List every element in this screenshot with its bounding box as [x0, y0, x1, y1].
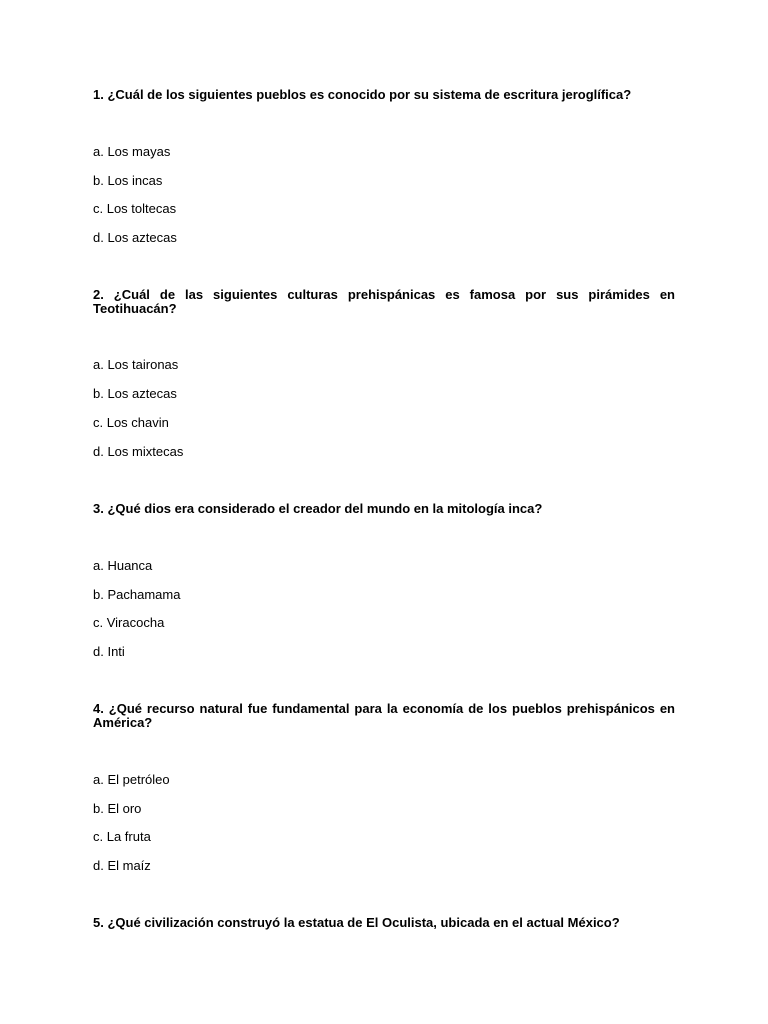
question-3: 3. ¿Qué dios era considerado el creador del mundo en la mitología inca? — [93, 501, 543, 516]
question-4-option-b: b. El oro — [93, 801, 142, 816]
question-1-option-b: b. Los incas — [93, 173, 163, 188]
question-2-option-c: c. Los chavin — [93, 415, 169, 430]
question-4: 4. ¿Qué recurso natural fue fundamental para la economía de los pueblos prehispánicos en América? — [93, 701, 675, 730]
question-5: 5. ¿Qué civilización construyó la estatua de El Oculista, ubicada en el actual México? — [93, 915, 620, 930]
question-1-option-d: d. Los aztecas — [93, 230, 177, 245]
question-1-option-a: a. Los mayas — [93, 144, 171, 159]
question-3-option-b: b. Pachamama — [93, 587, 181, 602]
question-1-option-c: c. Los toltecas — [93, 201, 177, 216]
question-4-option-c: c. La fruta — [93, 829, 151, 844]
question-3-option-d: d. Inti — [93, 644, 125, 659]
question-2-option-d: d. Los mixtecas — [93, 444, 184, 459]
question-4-option-d: d. El maíz — [93, 858, 151, 873]
question-2: 2. ¿Cuál de las siguientes culturas prehispánicas es famosa por sus pirámides en Teotihuacán? — [93, 287, 675, 316]
question-2-option-b: b. Los aztecas — [93, 386, 177, 401]
question-1: 1. ¿Cuál de los siguientes pueblos es conocido por su sistema de escritura jeroglífica? — [93, 87, 632, 102]
question-2-option-a: a. Los taironas — [93, 357, 179, 372]
question-3-option-a: a. Huanca — [93, 558, 153, 573]
question-3-option-c: c. Viracocha — [93, 615, 165, 630]
question-4-option-a: a. El petróleo — [93, 772, 170, 787]
